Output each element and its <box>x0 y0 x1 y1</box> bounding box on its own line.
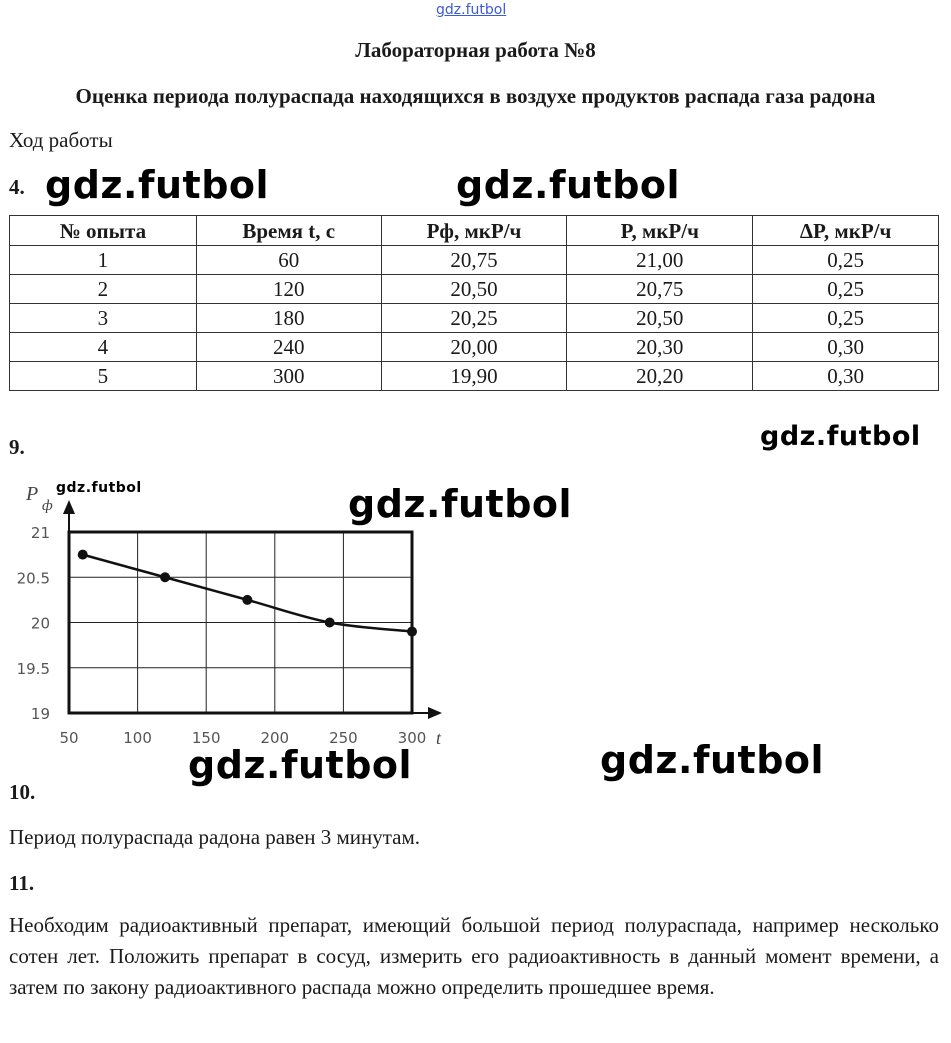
page-subtitle: Оценка периода полураспада находящихся в воздухе продуктов распада газа радона <box>75 84 876 108</box>
watermark: gdz.futbol <box>45 163 270 207</box>
table-cell: 20,30 <box>567 333 753 362</box>
data-point <box>242 595 252 605</box>
x-tick-label: 300 <box>397 729 427 747</box>
table-cell: 20,50 <box>567 304 753 333</box>
column-header-time: Время t, с <box>196 216 381 246</box>
table-cell: 5 <box>10 362 197 391</box>
table-cell: 120 <box>196 275 381 304</box>
data-point <box>325 618 335 628</box>
y-tick-label: 20.5 <box>16 569 50 588</box>
table-cell: 20,20 <box>567 362 753 391</box>
watermark: gdz.futbol <box>600 738 825 782</box>
table-cell: 60 <box>196 246 381 275</box>
watermark: gdz.futbol <box>56 480 142 496</box>
section-9-number: 9. <box>9 435 25 459</box>
table-cell: 300 <box>196 362 381 391</box>
table-cell: 240 <box>196 333 381 362</box>
section-10-number: 10. <box>9 780 36 804</box>
table-cell: 20,75 <box>567 275 753 304</box>
y-axis-arrow <box>63 500 75 514</box>
x-tick-label: 200 <box>260 729 290 747</box>
table-cell: 20,25 <box>381 304 567 333</box>
column-header-p-background: Pф, мкР/ч <box>381 216 567 246</box>
watermark: gdz.futbol <box>348 482 573 526</box>
table-cell: 2 <box>10 275 197 304</box>
x-tick-label: 100 <box>123 729 152 747</box>
column-header-experiment: № опыта <box>10 216 197 246</box>
table-cell: 0,25 <box>753 246 939 275</box>
table-cell: 0,25 <box>753 304 939 333</box>
table-row <box>10 333 939 362</box>
top-watermark-link[interactable]: gdz.futbol <box>436 2 507 18</box>
column-header-p: P, мкР/ч <box>567 216 753 246</box>
table-cell: 0,30 <box>753 362 939 391</box>
table-cell: 21,00 <box>567 246 753 275</box>
table-cell: 0,30 <box>753 333 939 362</box>
y-tick-label: 21 <box>30 524 50 542</box>
chart-grid <box>69 532 412 713</box>
measurements-table <box>9 215 939 391</box>
x-tick-label: 250 <box>329 729 358 747</box>
y-tick-label: 20 <box>30 614 50 633</box>
table-cell: 20,50 <box>381 275 567 304</box>
table-cell: 4 <box>10 333 197 362</box>
table-row <box>10 246 939 275</box>
table-row <box>10 275 939 304</box>
data-point <box>160 572 170 582</box>
table-cell: 0,25 <box>753 275 939 304</box>
watermark: gdz.futbol <box>456 163 681 207</box>
table-cell: 19,90 <box>381 362 567 391</box>
y-axis-label-subscript: ф <box>42 498 53 514</box>
x-axis-label: t <box>436 728 442 748</box>
table-cell: 180 <box>196 304 381 333</box>
x-tick-label: 50 <box>59 729 79 747</box>
table-header-row <box>10 216 939 246</box>
y-axis-label: P <box>26 483 39 505</box>
data-point <box>78 550 88 560</box>
x-tick-label: 150 <box>191 729 221 747</box>
column-header-delta-p: ΔP, мкР/ч <box>753 216 939 246</box>
section-10-text: Период полураспада радона равен 3 минутам. <box>9 825 420 849</box>
section-4-number: 4. <box>9 175 25 199</box>
y-tick-label: 19 <box>30 705 50 723</box>
series-line <box>83 555 412 632</box>
table-cell: 20,00 <box>381 333 567 362</box>
table-cell: 20,75 <box>381 246 567 275</box>
section-11-number: 11. <box>9 871 35 895</box>
x-axis-arrow <box>428 707 442 719</box>
decay-chart <box>0 470 470 760</box>
watermark: gdz.futbol <box>188 743 413 787</box>
table-cell: 1 <box>10 246 197 275</box>
section-11-text: Необходим радиоактивный препарат, имеющий большой период полураспада, например несколько сотен лет. Положить препарат в сосуд, измерить его радиоактивность в данный момент времени, а затем по закону радиоактивного распада можно определить прошедшее время. <box>9 913 939 999</box>
watermark: gdz.futbol <box>760 421 921 452</box>
table-row <box>10 362 939 391</box>
data-point <box>407 627 417 637</box>
y-tick-label: 19.5 <box>16 659 50 678</box>
progress-label: Ход работы <box>9 128 113 152</box>
table-cell: 3 <box>10 304 197 333</box>
page-title: Лабораторная работа №8 <box>355 38 596 62</box>
table-row <box>10 304 939 333</box>
